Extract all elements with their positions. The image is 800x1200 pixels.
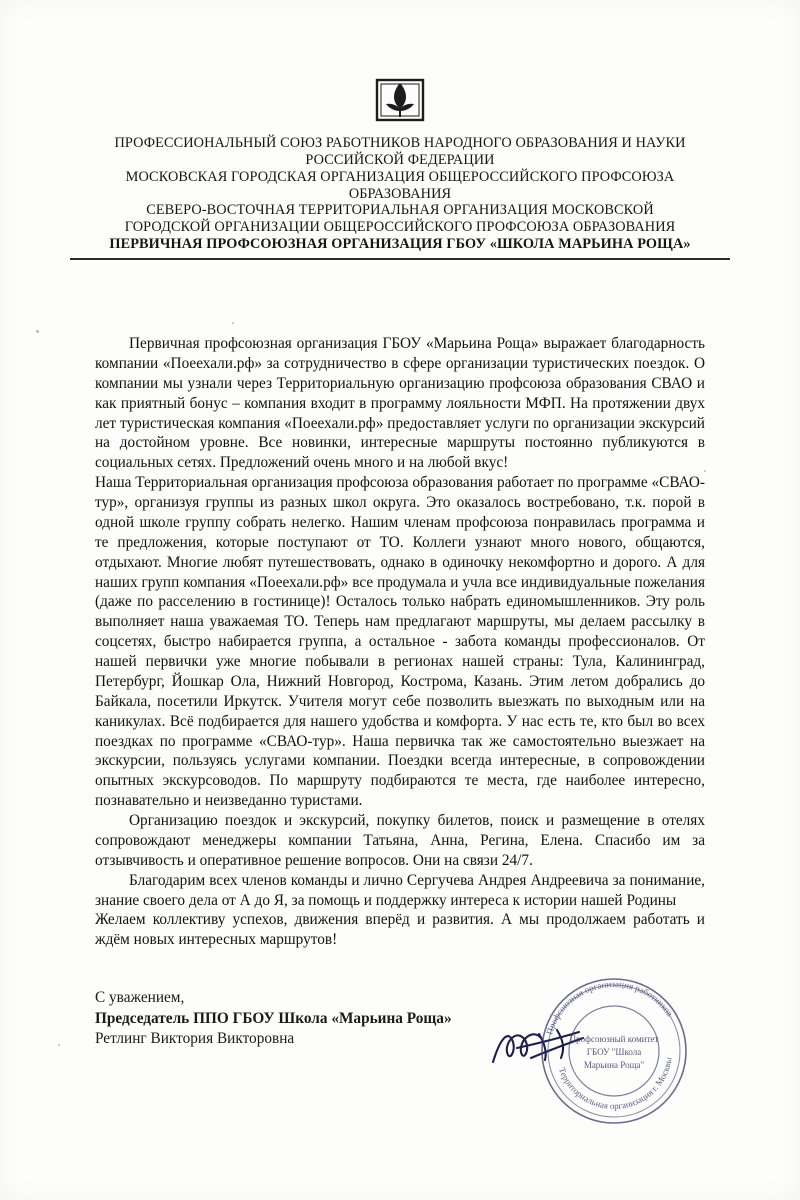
- signature-name: Ретлинг Виктория Викторовна: [95, 1030, 295, 1048]
- paragraph-4: Благодарим всех членов команды и лично Сергучева Андрея Андреевича за понимание, знание своего дела от А до Я, за помощь и поддержку интереса к истории нашей Родины: [95, 871, 705, 909]
- header-line-6: ГОРОДСКОЙ ОРГАНИЗАЦИИ ОБЩЕРОССИЙСКОГО ПРОФСОЮЗА ОБРАЗОВАНИЯ: [124, 219, 676, 236]
- header-divider: [70, 258, 730, 260]
- scan-speck: [58, 1044, 60, 1046]
- header-line-4: ОБРАЗОВАНИЯ: [348, 185, 452, 202]
- svg-text:Территориальная организация г.: Территориальная организация г. Москвы: [556, 1056, 674, 1112]
- letterhead-logo: [0, 0, 800, 129]
- header-line-5: СЕВЕРО-ВОСТОЧНАЯ ТЕРРИТОРИАЛЬНАЯ ОРГАНИЗАЦИЯ МОСКОВСКОЙ: [146, 202, 654, 219]
- scan-speck: [36, 330, 39, 333]
- union-emblem-icon: [373, 74, 427, 124]
- paragraph-3: Организацию поездок и экскурсий, покупку билетов, поиск и размещение в отелях сопровождают менеджеры компании Татьяна, Анна, Регина, Елена. Спасибо им за отзывчивость и оперативное решение вопросов. Они на связи 24/7.: [95, 812, 705, 869]
- signature-block: [95, 979, 705, 1112]
- round-stamp-icon: [525, 962, 703, 1140]
- scan-speck: [232, 322, 234, 324]
- paragraph-2: Наша Территориальная организация профсоюза образования работает по программе «СВАО-тур», организуя группы из разных школ округа. Это оказалось востребовано, т.к. порой в одной школе группу собрать нелегко. Нашим членам профсоюза понравилась программа и те предложения, которые поступают от ТО. Коллеги узнают много нового, общаются, отдыхают. Многие любят путешествовать, однако в одиночку некомфортно и дорого. А для наших групп компания «Поеехали.рф» все продумала и учла все индивидуальные пожелания (даже по расселению в гостинице)! Осталось только набрать единомышленников. Эту роль выполняет наша уважаемая ТО. Теперь нам предлагают маршруты, мы делаем рассылку в соцсетях, быстро набирается группа, а остальное - забота команды профессионалов. От нашей первички уже многие побывали в регионах нашей страны: Тула, Калининград, Петербург, Йошкар Ола, Нижний Новгород, Кострома, Казань. Этим летом добрались до Байкала, посетили Иркутск. Учителя могут себе позволить выезжать по выходным или на каникулах. Всё подбирается для нашего удобства и комфорта. У нас есть те, кто был во всех поездках по программе «СВАО-тур». Наша первичка так же самостоятельно выезжает на экскурсии, пользуясь услугами компании. Поездки всегда интересные, в сопровождении опытных экскурсоводов. По маршруту подбираются те места, где наиболее интересно, познавательно и неизведанно туристами.: [95, 474, 705, 810]
- scan-speck: [704, 470, 706, 472]
- header-line-1: ПРОФЕССИОНАЛЬНЫЙ СОЮЗ РАБОТНИКОВ НАРОДНОГО ОБРАЗОВАНИЯ И НАУКИ: [114, 135, 686, 151]
- signature-position: Председатель ППО ГБОУ Школа «Марьина Роща»: [95, 1009, 452, 1027]
- svg-text:Профсоюзный комитет: Профсоюзный комитет: [569, 1034, 659, 1045]
- paragraph-5: Желаем коллективу успехов, движения вперёд и развития. А мы продолжаем работать и ждём новых интересных маршрутов!: [95, 911, 705, 949]
- paragraph-1: Первичная профсоюзная организация ГБОУ «Марьина Роща» выражает благодарность компании «Поеехали.рф» за сотрудничество в сфере организации туристических поездок. О компании мы узнали через Территориальную организацию профсоюза образования СВАО и как приятный бонус – компания входит в программу лояльности МФП. На протяжении двух лет туристическая компания «Поеехали.рф» предоставляет услуги по организации экскурсий на достойном уровне. Все новинки, интересные маршруты постоянно публикуются в социальных сетях. Предложений очень много и на любой вкус!: [95, 335, 705, 472]
- header-line-3: МОСКОВСКАЯ ГОРОДСКАЯ ОРГАНИЗАЦИЯ ОБЩЕРОССИЙСКОГО ПРОФСОЮЗА: [125, 168, 675, 185]
- svg-text:Марьина Роща": Марьина Роща": [583, 1060, 645, 1071]
- header-line-7: ПЕРВИЧНАЯ ПРОФСОЮЗНАЯ ОРГАНИЗАЦИЯ ГБОУ «ШКОЛА МАРЬИНА РОЩА»: [109, 236, 691, 253]
- letter-body: [95, 334, 705, 950]
- letterhead-header: [60, 135, 740, 260]
- svg-text:ГБОУ "Школа: ГБОУ "Школа: [586, 1047, 642, 1058]
- header-line-2: РОССИЙСКОЙ ФЕДЕРАЦИИ: [305, 151, 495, 168]
- svg-text:Профсоюзная организация работн: Профсоюзная организация работников: [544, 979, 675, 1036]
- signature-closing: С уважением,: [95, 989, 185, 1007]
